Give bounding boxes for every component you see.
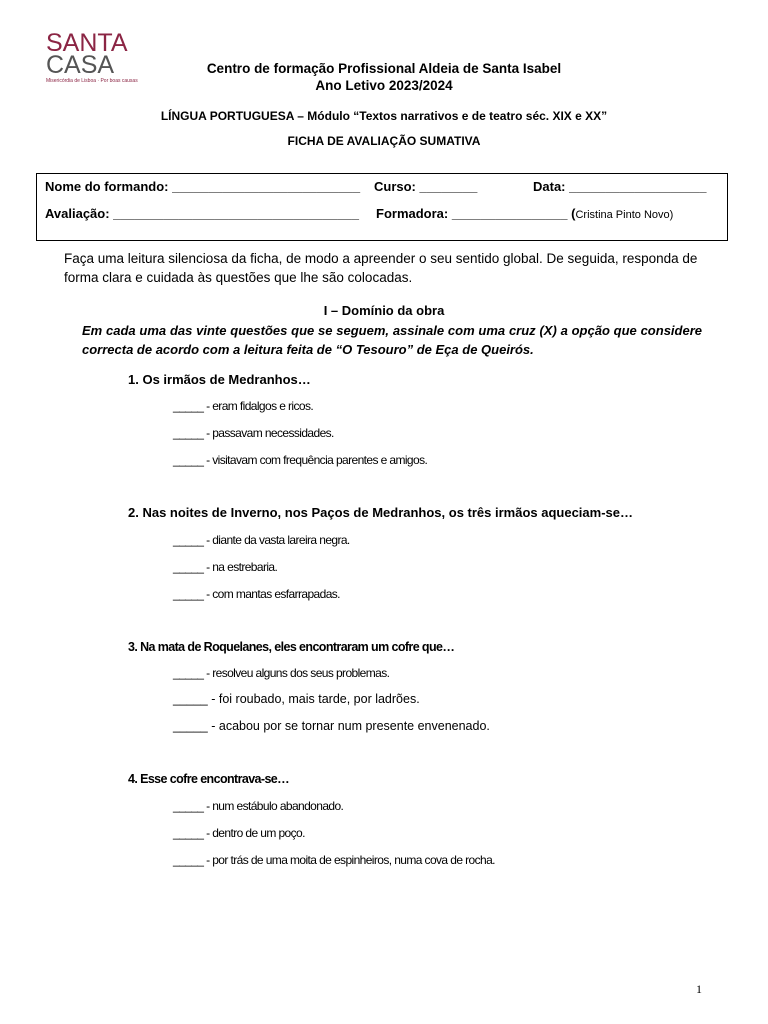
trainer-label: Formadora: ________________ ( — [376, 206, 576, 221]
question-3: 3. Na mata de Roquelanes, eles encontraram um cofre que… — [128, 640, 455, 654]
sheet-title: FICHA DE AVALIAÇÃO SUMATIVA — [287, 134, 481, 148]
school-year: Ano Letivo 2023/2024 — [315, 78, 453, 93]
question-3-option-2[interactable]: _____ - foi roubado, mais tarde, por ladrões. — [173, 692, 420, 706]
question-4-option-2[interactable]: _____ - dentro de um poço. — [173, 826, 305, 840]
question-2-option-1[interactable]: _____ - diante da vasta lareira negra. — [173, 533, 350, 547]
question-1-option-3[interactable]: _____ - visitavam com frequência parentes e amigos. — [173, 453, 428, 467]
instructions: Em cada uma das vinte questões que se seguem, assinale com uma cruz (X) a opção que considere correcta de acordo com a leitura feita de “O Tesouro” de Eça de Queirós. — [82, 323, 702, 357]
question-3-option-1[interactable]: _____ - resolveu alguns dos seus problemas. — [173, 666, 390, 680]
trainer-field[interactable] — [376, 206, 673, 221]
question-4-option-1[interactable]: _____ - num estábulo abandonado. — [173, 799, 344, 813]
logo-line-1: SANTA — [46, 29, 128, 57]
question-2: 2. Nas noites de Inverno, nos Paços de Medranhos, os três irmãos aqueciam-se… — [128, 505, 634, 520]
logo-line-2: CASA — [46, 51, 115, 79]
question-3-option-3[interactable]: _____ - acabou por se tornar num presente envenenado. — [173, 719, 490, 733]
course-field[interactable]: Curso: ________ — [374, 179, 478, 194]
student-info-box — [36, 173, 728, 241]
question-1: 1. Os irmãos de Medranhos… — [128, 372, 311, 387]
logo-tagline: Misericórdia de Lisboa · Por boas causas — [46, 78, 138, 84]
section-title: I – Domínio da obra — [323, 303, 445, 318]
question-1-option-1[interactable]: _____ - eram fidalgos e ricos. — [173, 399, 314, 413]
grade-field[interactable]: Avaliação: __________________________________ — [45, 206, 359, 221]
question-2-option-3[interactable]: _____ - com mantas esfarrapadas. — [173, 587, 340, 601]
date-field[interactable]: Data: ___________________ — [533, 179, 707, 194]
question-1-option-2[interactable]: _____ - passavam necessidades. — [173, 426, 334, 440]
question-4: 4. Esse cofre encontrava-se… — [128, 772, 290, 786]
intro-paragraph: Faça uma leitura silenciosa da ficha, de modo a apreender o seu sentido global. De seguida, responda de forma clara e cuidada às questões que lhe são colocadas. — [64, 251, 698, 285]
page-number: 1 — [696, 982, 702, 996]
subject-module: LÍNGUA PORTUGUESA – Módulo “Textos narrativos e de teatro séc. XIX e XX” — [160, 109, 608, 123]
trainer-name: Cristina Pinto Novo) — [575, 209, 674, 221]
name-field[interactable]: Nome do formando: __________________________ — [45, 179, 361, 194]
question-2-option-2[interactable]: _____ - na estrebaria. — [173, 560, 278, 574]
question-4-option-3[interactable]: _____ - por trás de uma moita de espinheiros, numa cova de rocha. — [173, 853, 495, 867]
institution-title: Centro de formação Profissional Aldeia de Santa Isabel — [206, 61, 562, 76]
